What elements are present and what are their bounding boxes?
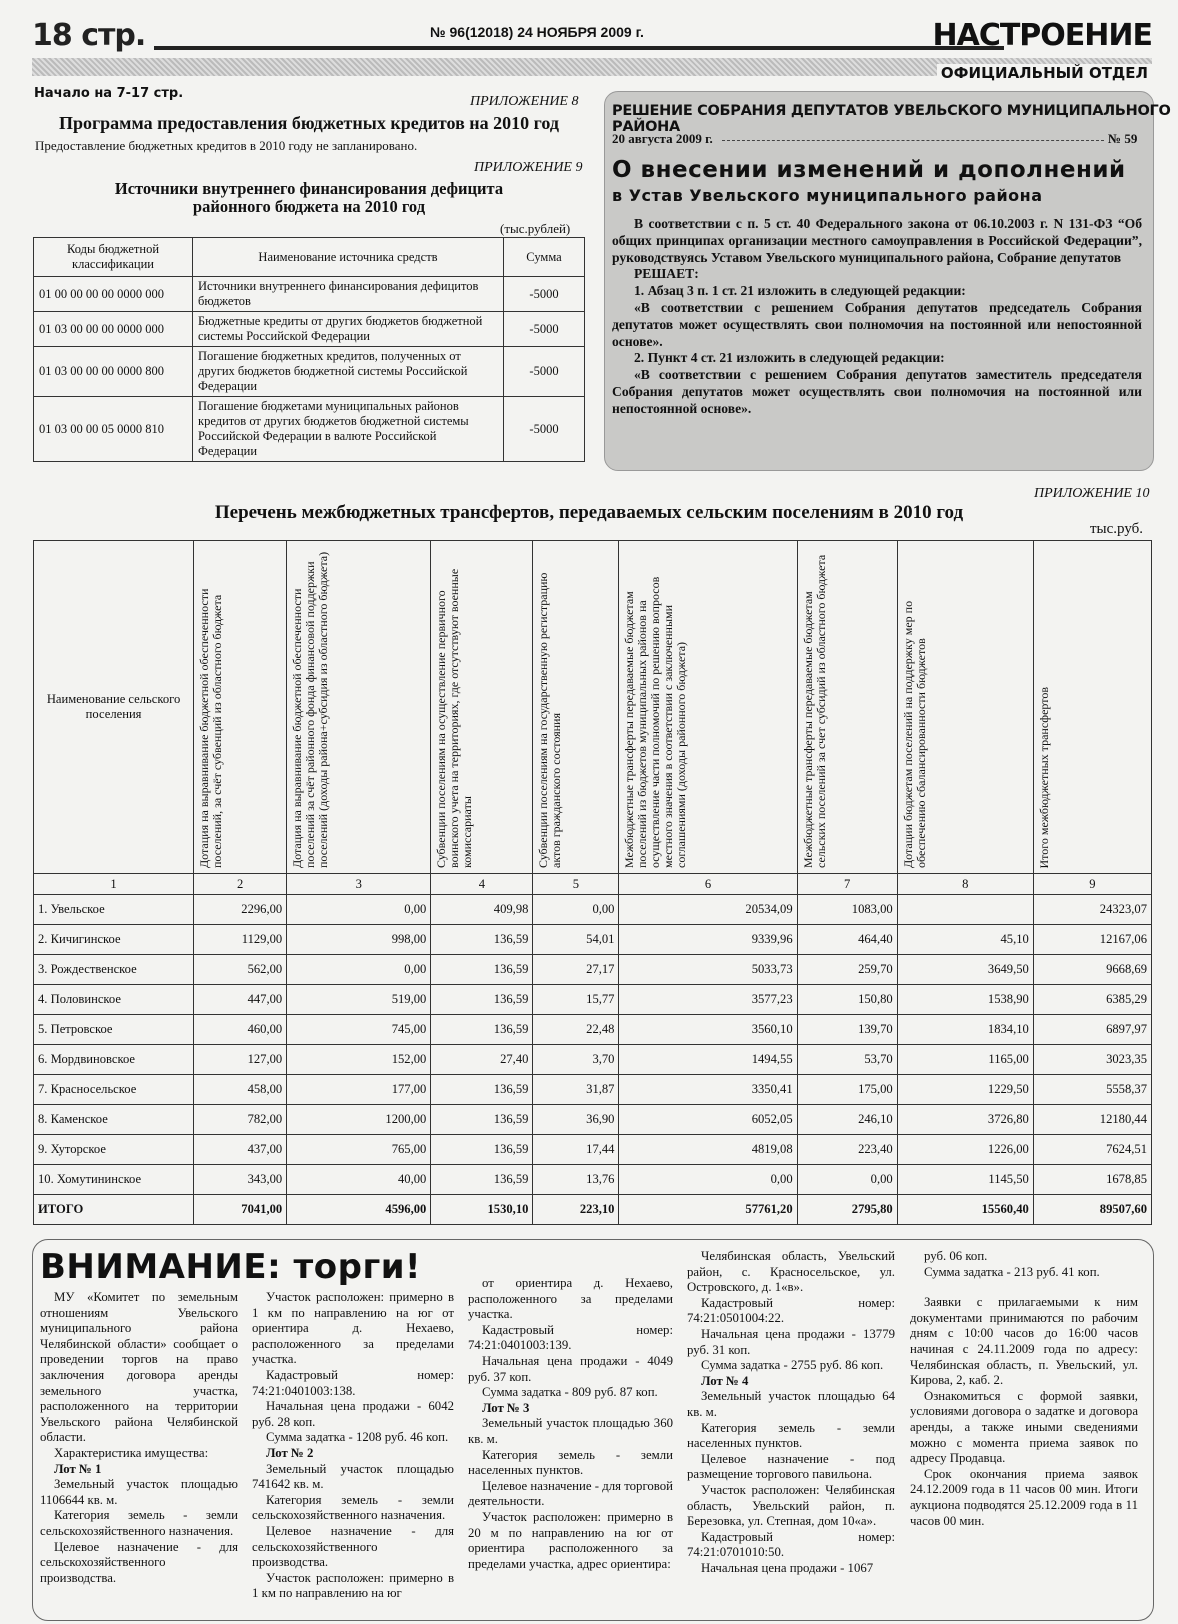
table-cell: 136,59: [431, 1015, 533, 1045]
table-cell: 15,77: [533, 985, 619, 1015]
table-row: [34, 312, 585, 347]
table-header: [619, 541, 797, 874]
table-cell: 3726,80: [897, 1105, 1033, 1135]
table-cell: 6385,29: [1033, 985, 1151, 1015]
table-cell: 460,00: [194, 1015, 287, 1045]
transfers-table: [33, 540, 1152, 1225]
paragraph: Земельный участок площадью 1106644 кв. м.: [40, 1477, 238, 1507]
column-number-row: [34, 874, 1152, 895]
paragraph: Кадастровый номер: 74:21:0401003:139.: [468, 1322, 673, 1353]
table-cell: 3577,23: [619, 985, 797, 1015]
paragraph: Заявки с прилагаемыми к ним документами принимаются по рабочим дням с 10:00 часов до 16:00 часов начиная с 24.11.2009 года по адресу: Челябинская область, п. Увельский, ул. Кирова, 2, каб. 2.: [910, 1295, 1138, 1388]
settlement-name: 4. Половинское: [34, 985, 194, 1015]
table-cell: 127,00: [194, 1045, 287, 1075]
total-cell: 2795,80: [797, 1195, 897, 1225]
table-cell: 7624,51: [1033, 1135, 1151, 1165]
table-cell: Бюджетные кредиты от других бюджетов бюджетной системы Российской Федерации: [193, 312, 504, 347]
table-cell: 01 03 00 00 00 0000 000: [34, 312, 193, 347]
table-header: [533, 541, 619, 874]
table-header: [287, 541, 431, 874]
table-cell: 3350,41: [619, 1075, 797, 1105]
section-label: ОФИЦИАЛЬНЫЙ ОТДЕЛ: [937, 64, 1152, 82]
paragraph: Целевое назначение - для сельскохозяйственного производства.: [252, 1523, 454, 1570]
paragraph: Категория земель - земли сельскохозяйственного назначения.: [252, 1492, 454, 1523]
table-cell: 136,59: [431, 1075, 533, 1105]
settlement-name: 6. Мордвиновское: [34, 1045, 194, 1075]
appendix-9-unit: (тыс.рублей): [500, 221, 571, 236]
settlement-name: 7. Красносельское: [34, 1075, 194, 1105]
table-row: [34, 1105, 1152, 1135]
appendix-8-text: Предоставление бюджетных кредитов в 2010 году не запланировано.: [35, 138, 418, 153]
decision-heading: О внесении изменений и дополнений: [612, 157, 1126, 183]
table-cell: 1165,00: [897, 1045, 1033, 1075]
table-cell: -5000: [504, 312, 585, 347]
total-cell: 1530,10: [431, 1195, 533, 1225]
vertical-header: Дотации бюджетам поселений на поддержку мер по обеспечению сбалансированности бюджетов: [900, 600, 928, 868]
table-header: [1033, 541, 1151, 874]
table-cell: 45,10: [897, 925, 1033, 955]
column-number: 5: [533, 874, 619, 895]
table-cell: 177,00: [287, 1075, 431, 1105]
table-header-row: [34, 541, 1152, 874]
total-row: [34, 1195, 1152, 1225]
table-cell: 0,00: [287, 955, 431, 985]
table-header: [194, 541, 287, 874]
table-cell: 745,00: [287, 1015, 431, 1045]
settlement-name: 5. Петровское: [34, 1015, 194, 1045]
paragraph: Начальная цена продажи - 6042 руб. 28 коп.: [252, 1399, 454, 1429]
table-cell: [897, 895, 1033, 925]
table-cell: 6897,97: [1033, 1015, 1151, 1045]
paragraph: Кадастровый номер: 74:21:0401003:138.: [252, 1367, 454, 1398]
table-cell: 13,76: [533, 1165, 619, 1195]
table-row: [34, 1135, 1152, 1165]
table-cell: 1678,85: [1033, 1165, 1151, 1195]
table-cell: -5000: [504, 277, 585, 312]
decision-divider: [722, 140, 1104, 141]
table-cell: 1200,00: [287, 1105, 431, 1135]
table-cell: 1834,10: [897, 1015, 1033, 1045]
total-cell: 15560,40: [897, 1195, 1033, 1225]
table-cell: 175,00: [797, 1075, 897, 1105]
table-cell: Источники внутреннего финансирования дефицитов бюджетов: [193, 277, 504, 312]
total-cell: 57761,20: [619, 1195, 797, 1225]
table-cell: 464,40: [797, 925, 897, 955]
table-cell: 3649,50: [897, 955, 1033, 985]
paragraph: Участок расположен: примерно в 1 км по направлению на юг: [252, 1570, 454, 1601]
auction-column-5: [910, 1249, 1138, 1529]
table-row: [34, 955, 1152, 985]
total-cell: 223,10: [533, 1195, 619, 1225]
paragraph: Земельный участок площадью 64 кв. м.: [687, 1389, 895, 1419]
paragraph: Сумма задатка - 1208 руб. 46 коп.: [266, 1430, 449, 1445]
paragraph: Начальная цена продажи - 4049 руб. 37 коп.: [468, 1353, 673, 1384]
table-header: Сумма: [504, 238, 585, 277]
table-cell: 136,59: [431, 925, 533, 955]
paragraph: Участок расположен: примерно в 1 км по направлению на юг от ориентира д. Нехаево, расположенного за пределами участка.: [252, 1290, 454, 1367]
table-cell: 782,00: [194, 1105, 287, 1135]
table-row: [34, 985, 1152, 1015]
vertical-header: Межбюджетные трансферты передаваемые бюджетам поселений из бюджетов муниципальных районов на осуществление части полномочий по решению вопросов местного значения в соответствии с заключенными соглашениями (доходы районного бюджета): [622, 576, 689, 868]
column-number: 6: [619, 874, 797, 895]
paragraph: Кадастровый номер: 74:21:0501004:22.: [687, 1295, 895, 1326]
table-cell: 24323,07: [1033, 895, 1151, 925]
table-cell: 22,48: [533, 1015, 619, 1045]
vertical-header: Субвенции поселениям на осуществление первичного воинского учета на территориях, где отсутствуют военные комиссариаты: [434, 568, 475, 868]
table-header: [897, 541, 1033, 874]
table-row: [34, 1165, 1152, 1195]
table-cell: 0,00: [797, 1165, 897, 1195]
paragraph: «В соответствии с решением Собрания депутатов председатель Собрания депутатов может осуществлять свои полномочия на постоянной или непостоянной основе».: [612, 299, 1142, 349]
table-cell: 2296,00: [194, 895, 287, 925]
table-cell: 152,00: [287, 1045, 431, 1075]
table-cell: 223,40: [797, 1135, 897, 1165]
table-cell: 01 00 00 00 00 0000 000: [34, 277, 193, 312]
lot-heading: Лот № 1: [54, 1461, 102, 1476]
table-cell: 136,59: [431, 1165, 533, 1195]
table-cell: 4819,08: [619, 1135, 797, 1165]
page-number: 18 стр.: [32, 18, 146, 53]
appendix-10-title: Перечень межбюджетных трансфертов, передаваемых сельским поселениям в 2010 год: [214, 502, 964, 523]
auction-column-3: [468, 1276, 673, 1572]
table-cell: 1494,55: [619, 1045, 797, 1075]
table-cell: 136,59: [431, 1135, 533, 1165]
table-row: [34, 1045, 1152, 1075]
column-number: 9: [1033, 874, 1151, 895]
table-cell: 458,00: [194, 1075, 287, 1105]
paragraph: Сумма задатка - 809 руб. 87 коп.: [482, 1385, 658, 1400]
header-rule: [154, 46, 1004, 50]
total-cell: 89507,60: [1033, 1195, 1151, 1225]
paragraph: МУ «Комитет по земельным отношениям Увельского муниципального района Челябинской области» сообщает о проведении торгов на право заключения договора аренды земельного участка, расположенного на территории Увельского района Челябинской области.: [40, 1290, 238, 1445]
paragraph: Категория земель - земли населенных пунктов.: [687, 1420, 895, 1451]
table-cell: Погашение бюджетами муниципальных районов кредитов от других бюджетов бюджетной системы Российской Федерации в валюте Российской Федерации: [193, 397, 504, 462]
table-cell: 01 03 00 00 00 0000 800: [34, 347, 193, 397]
appendix-9-title-line2: районного бюджета на 2010 год: [192, 197, 426, 216]
vertical-header: Дотация на выравнивание бюджетной обеспеченности поселений, за счёт субвенций из областного бюджета: [197, 588, 225, 868]
table-cell: 1129,00: [194, 925, 287, 955]
lot-heading: Лот № 4: [701, 1373, 749, 1388]
appendix-10-unit: тыс.руб.: [1090, 521, 1144, 537]
table-cell: 0,00: [619, 1165, 797, 1195]
decision-title: РЕШЕНИЕ СОБРАНИЯ ДЕПУТАТОВ УВЕЛЬСКОГО МУНИЦИПАЛЬНОГО РАЙОНА: [612, 103, 1171, 135]
decision-subheading: в Устав Увельского муниципального района: [612, 186, 1043, 205]
table-cell: 343,00: [194, 1165, 287, 1195]
table-cell: 1538,90: [897, 985, 1033, 1015]
appendix-9-label: ПРИЛОЖЕНИЕ 9: [474, 160, 583, 175]
paragraph: Земельный участок площадью 741642 кв. м.: [252, 1461, 454, 1492]
paragraph: Земельный участок площадью 360 кв. м.: [468, 1416, 673, 1446]
paragraph: Участок расположен: Челябинская область, Увельский район, п. Березовка, ул. Степная, дом 10«а».: [687, 1482, 895, 1529]
table-header: Наименование сельского поселения: [34, 541, 194, 874]
table-cell: 5033,73: [619, 955, 797, 985]
settlement-name: 2. Кичигинское: [34, 925, 194, 955]
table-cell: -5000: [504, 397, 585, 462]
total-cell: 7041,00: [194, 1195, 287, 1225]
paragraph: Ознакомиться с формой заявки, условиями договора о задатке и договора аренды, а также иными сведениями можно с момента приема заявок по адресу Продавца.: [910, 1388, 1138, 1466]
paragraph: Срок окончания приема заявок 24.12.2009 года в 11 часов 00 мин. Итоги аукциона подводятся 25.12.2009 года в 11 часов 00 мин.: [910, 1466, 1138, 1528]
auction-column-1: [40, 1290, 238, 1586]
settlement-name: 8. Каменское: [34, 1105, 194, 1135]
table-cell: 437,00: [194, 1135, 287, 1165]
vertical-header: Межбюджетные трансферты передаваемые бюджетам сельских поселений за счет субсидий из областного бюджета: [800, 554, 828, 868]
vertical-header: Итого межбюджетных трансфертов: [1036, 686, 1051, 868]
table-cell: 0,00: [287, 895, 431, 925]
auction-column-2: [252, 1290, 454, 1602]
table-cell: 150,80: [797, 985, 897, 1015]
table-cell: 1083,00: [797, 895, 897, 925]
table-cell: 1145,50: [897, 1165, 1033, 1195]
table-cell: 53,70: [797, 1045, 897, 1075]
auction-column-4: [687, 1249, 895, 1576]
table-cell: 5558,37: [1033, 1075, 1151, 1105]
paragraph: Начальная цена продажи - 1067: [701, 1560, 874, 1575]
table-cell: 40,00: [287, 1165, 431, 1195]
column-number: 8: [897, 874, 1033, 895]
paragraph: Сумма задатка - 2755 руб. 86 коп.: [701, 1358, 884, 1373]
vertical-header: Субвенции поселениям на государственную регистрацию актов гражданского состояния: [536, 572, 564, 868]
table-cell: 01 03 00 00 05 0000 810: [34, 397, 193, 462]
decision-date: 20 августа 2009 г.: [612, 131, 713, 146]
paragraph: [910, 1280, 1138, 1295]
paragraph: Челябинская область, Увельский район, с. Красносельское, ул. Островского, д. 1«в».: [687, 1249, 895, 1295]
appendix-8-label: ПРИЛОЖЕНИЕ 8: [470, 94, 579, 109]
table-cell: 409,98: [431, 895, 533, 925]
decision-number: № 59: [1108, 131, 1138, 146]
decision-body: [612, 216, 1142, 418]
appendix-10-label: ПРИЛОЖЕНИЕ 10: [1034, 486, 1150, 501]
table-cell: 519,00: [287, 985, 431, 1015]
paragraph: 1. Абзац 3 п. 1 ст. 21 изложить в следующей редакции:: [634, 283, 966, 299]
table-cell: 27,40: [431, 1045, 533, 1075]
column-number: 7: [797, 874, 897, 895]
settlement-name: 10. Хомутининское: [34, 1165, 194, 1195]
column-number: 2: [194, 874, 287, 895]
paragraph: Начальная цена продажи - 13779 руб. 31 коп.: [687, 1326, 895, 1357]
paragraph: Категория земель - земли населенных пунктов.: [468, 1447, 673, 1478]
vertical-header: Дотация на выравнивание бюджетной обеспеченности поселений за счёт районного фонда финансовой поддержки поселений (доходы района+субсидия из областного бюджета): [290, 551, 331, 868]
total-cell: 4596,00: [287, 1195, 431, 1225]
table-row: [34, 397, 585, 462]
total-label: ИТОГО: [34, 1195, 194, 1225]
table-header-row: [34, 238, 585, 277]
column-number: 3: [287, 874, 431, 895]
table-row: [34, 895, 1152, 925]
table-cell: 3,70: [533, 1045, 619, 1075]
table-cell: 12167,06: [1033, 925, 1151, 955]
paragraph: Целевое назначение - для торговой деятельности.: [468, 1478, 673, 1509]
table-cell: 139,70: [797, 1015, 897, 1045]
paragraph: Целевое назначение - под размещение торгового павильона.: [687, 1451, 895, 1482]
paragraph: Сумма задатка - 213 руб. 41 коп.: [924, 1264, 1100, 1279]
table-cell: 562,00: [194, 955, 287, 985]
paragraph: Целевое назначение - для сельскохозяйственного производства.: [40, 1539, 238, 1585]
table-cell: 998,00: [287, 925, 431, 955]
financing-sources-table: [33, 237, 585, 462]
table-cell: 3560,10: [619, 1015, 797, 1045]
table-header: Коды бюджетной классификации: [34, 238, 193, 277]
table-cell: 246,10: [797, 1105, 897, 1135]
table-cell: 259,70: [797, 955, 897, 985]
appendix-9-title-line1: Источники внутреннего финансирования дефицита: [114, 179, 504, 198]
table-cell: 0,00: [533, 895, 619, 925]
paragraph: от ориентира д. Нехаево, расположенного за пределами участка.: [468, 1276, 673, 1322]
table-cell: 36,90: [533, 1105, 619, 1135]
issue-info: № 96(12018) 24 НОЯБРЯ 2009 г.: [424, 24, 650, 40]
table-cell: -5000: [504, 347, 585, 397]
paragraph: Характеристика имущества:: [54, 1445, 209, 1460]
paragraph: В соответствии с п. 5 ст. 40 Федерального закона от 06.10.2003 г. N 131-ФЗ “Об общих принципах организации местного самоуправления в Российской Федерации”, руководствуясь Уставом Увельского муниципального района, Собрание депутатов: [612, 216, 1142, 265]
table-row: [34, 277, 585, 312]
table-cell: 9339,96: [619, 925, 797, 955]
paragraph: Участок расположен: примерно в 20 м по направлению на юг от ориентира расположенного за пределами участка, адрес ориентира:: [468, 1509, 673, 1571]
table-row: [34, 1015, 1152, 1045]
table-row: [34, 925, 1152, 955]
table-cell: 27,17: [533, 955, 619, 985]
auction-heading: ВНИМАНИЕ: торги!: [40, 1247, 422, 1287]
lot-heading: Лот № 3: [482, 1400, 530, 1415]
table-cell: 136,59: [431, 1105, 533, 1135]
table-row: [34, 347, 585, 397]
table-cell: 1229,50: [897, 1075, 1033, 1105]
lot-heading: Лот № 2: [266, 1445, 314, 1460]
paragraph: руб. 06 коп.: [924, 1249, 988, 1263]
paragraph: РЕШАЕТ:: [634, 266, 699, 282]
table-cell: 31,87: [533, 1075, 619, 1105]
paragraph: Кадастровый номер: 74:21:0701010:50.: [687, 1529, 895, 1560]
table-cell: 1226,00: [897, 1135, 1033, 1165]
table-header: [797, 541, 897, 874]
settlement-name: 3. Рождественское: [34, 955, 194, 985]
paragraph: 2. Пункт 4 ст. 21 изложить в следующей редакции:: [634, 350, 945, 366]
table-cell: Погашение бюджетных кредитов, полученных от других бюджетов бюджетной системы Российской Федерации: [193, 347, 504, 397]
paragraph: «В соответствии с решением Собрания депутатов заместитель председателя Собрания депутатов может осуществлять свои полномочия на постоянной или непостоянной основе».: [612, 367, 1142, 416]
table-cell: 765,00: [287, 1135, 431, 1165]
rubric-title: НАСТРОЕНИЕ: [932, 18, 1152, 53]
table-header: [431, 541, 533, 874]
table-cell: 136,59: [431, 985, 533, 1015]
table-row: [34, 1075, 1152, 1105]
appendix-8-title: Программа предоставления бюджетных кредитов на 2010 год: [58, 113, 559, 133]
table-cell: 3023,35: [1033, 1045, 1151, 1075]
table-cell: 6052,05: [619, 1105, 797, 1135]
table-cell: 9668,69: [1033, 955, 1151, 985]
table-cell: 12180,44: [1033, 1105, 1151, 1135]
table-header: Наименование источника средств: [193, 238, 504, 277]
table-cell: 54,01: [533, 925, 619, 955]
settlement-name: 9. Хуторское: [34, 1135, 194, 1165]
paragraph: Категория земель - земли сельскохозяйственного назначения.: [40, 1508, 238, 1538]
table-cell: 20534,09: [619, 895, 797, 925]
column-number: 4: [431, 874, 533, 895]
settlement-name: 1. Увельское: [34, 895, 194, 925]
column-number: 1: [34, 874, 194, 895]
table-cell: 447,00: [194, 985, 287, 1015]
table-cell: 136,59: [431, 955, 533, 985]
table-cell: 17,44: [533, 1135, 619, 1165]
continued-note: Начало на 7-17 стр.: [34, 86, 184, 101]
